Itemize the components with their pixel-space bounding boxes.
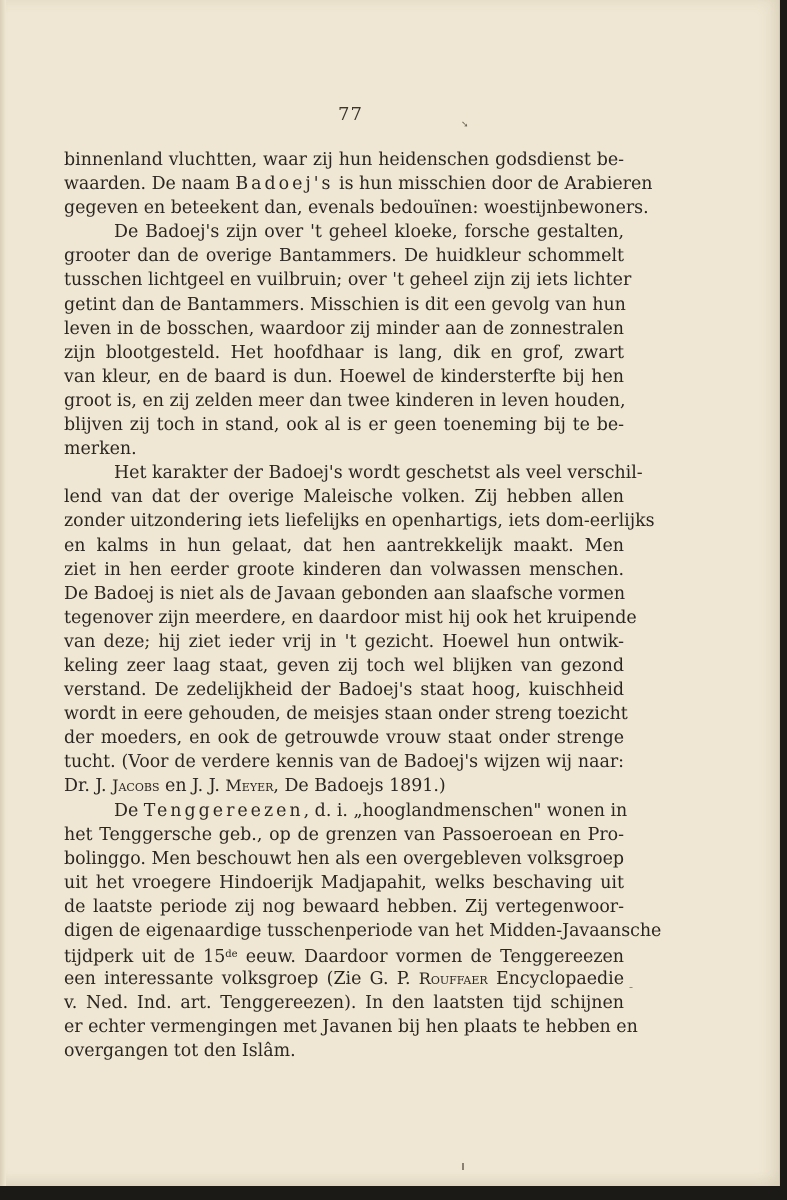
text-line: het Tenggersche geb., op de grenzen van Passoeroean en Pro- [64, 824, 624, 845]
text-line: er echter vermengingen met Javanen bij hen plaats te hebben en [64, 1017, 638, 1038]
superscript: de [225, 949, 238, 961]
text-line: grooter dan de overige Bantammers. De huidkleur schommelt [64, 246, 624, 267]
text-line: merken. [64, 439, 137, 460]
text-line: tijdperk uit de 15de eeuw. Daardoor vormen de Tenggereezen [64, 947, 624, 968]
text-line: tegenover zijn meerdere, en daardoor mist hij ook het kruipende [64, 607, 637, 628]
text-line: gegeven en beteekent dan, evenals bedouïnen: woestijnbewoners. [64, 198, 649, 219]
text-line: uit het vroegere Hindoerijk Madjapahit, welks beschaving uit [64, 872, 624, 893]
text-line: digen de eigenaardige tusschenperiode van het Midden-Javaansche [64, 921, 662, 941]
paragraph-start-line: Het karakter der Badoej's wordt geschetst als veel verschil- [114, 463, 643, 484]
text-line: lend van dat der overige Maleische volken. Zij hebben allen [64, 487, 624, 508]
text-line: binnenland vluchtten, waar zij hun heidenschen godsdienst be- [64, 150, 624, 170]
text-line: De Badoej is niet als de Javaan gebonden aan slaafsche vormen [64, 583, 626, 604]
margin-mark: - [629, 980, 634, 994]
text-line: blijven zij toch in stand, ook al is er geen toeneming bij te be- [64, 415, 624, 436]
ink-speck [462, 1163, 464, 1170]
text-line: groot is, en zij zelden meer dan twee kinderen in leven houden, [64, 390, 626, 411]
author-name: Rouffaer [418, 969, 488, 989]
text-line: der moeders, en ook de getrouwde vrouw staat onder strenge [64, 728, 624, 749]
text-line: ziet in hen eerder groote kinderen dan volwassen menschen. [64, 559, 624, 580]
text-line: bolinggo. Men beschouwt hen als een overgebleven volksgroep [64, 848, 624, 869]
text-line: getint dan de Bantammers. Misschien is dit een gevolg van hun [64, 294, 626, 315]
emphasis-spaced: Badoej's [235, 174, 334, 195]
paragraph-start-line: De Badoej's zijn over 't geheel kloeke, forsche gestalten, [114, 222, 624, 243]
paragraph-start-line: De Tenggereezen, d. i. „hooglandmenschen" wonen in [114, 800, 628, 821]
emphasis-spaced: Tenggereezen [143, 800, 304, 821]
text-line: verstand. De zedelijkheid der Badoej's staat hoog, kuischheid [64, 680, 624, 701]
body-text [64, 148, 662, 1064]
text-line: tusschen lichtgeel en vuilbruin; over 't geheel zijn zij iets lichter [64, 270, 632, 291]
text-line: wordt in eere gehouden, de meisjes staan onder streng toezicht [64, 704, 628, 725]
text-line: zonder uitzondering iets liefelijks en openhartigs, iets dom-eerlijks [64, 511, 655, 532]
text-line: tucht. (Voor de verdere kennis van de Badoej's wijzen wij naar: [64, 752, 624, 773]
page-number: 77 [338, 104, 363, 125]
ink-mark: ➘ [461, 120, 469, 130]
text-line: leven in de bosschen, waardoor zij minder aan de zonnestralen [64, 318, 624, 339]
text-line: Dr. J. Jacobs en J. J. Meyer, De Badoejs 1891.) [64, 776, 446, 797]
text-line: waarden. De naam Badoej's is hun misschien door de Arabieren [64, 174, 653, 195]
page-spine-shadow [0, 0, 6, 1186]
text-line: zijn blootgesteld. Het hoofdhaar is lang, dik en grof, zwart [64, 342, 624, 363]
text-line: overgangen tot den Islâm. [64, 1041, 296, 1062]
text-line: de laatste periode zij nog bewaard hebben. Zij vertegenwoor- [64, 896, 624, 917]
text-line: van kleur, en de baard is dun. Hoewel de kindersterfte bij hen [64, 366, 624, 387]
author-name: Meyer [225, 776, 274, 796]
text-line: een interessante volksgroep (Zie G. P. Rouffaer Encyclopaedie [64, 969, 624, 990]
author-name: Jacobs [112, 776, 160, 796]
text-line: keling zeer laag staat, geven zij toch wel blijken van gezond [64, 655, 624, 676]
text-line: en kalms in hun gelaat, dat hen aantrekkelijk maakt. Men [64, 535, 624, 556]
text-line: v. Ned. Ind. art. Tenggereezen). In den laatsten tijd schijnen [64, 993, 624, 1014]
text-line: van deze; hij ziet ieder vrij in 't gezicht. Hoewel hun ontwik- [64, 631, 624, 652]
